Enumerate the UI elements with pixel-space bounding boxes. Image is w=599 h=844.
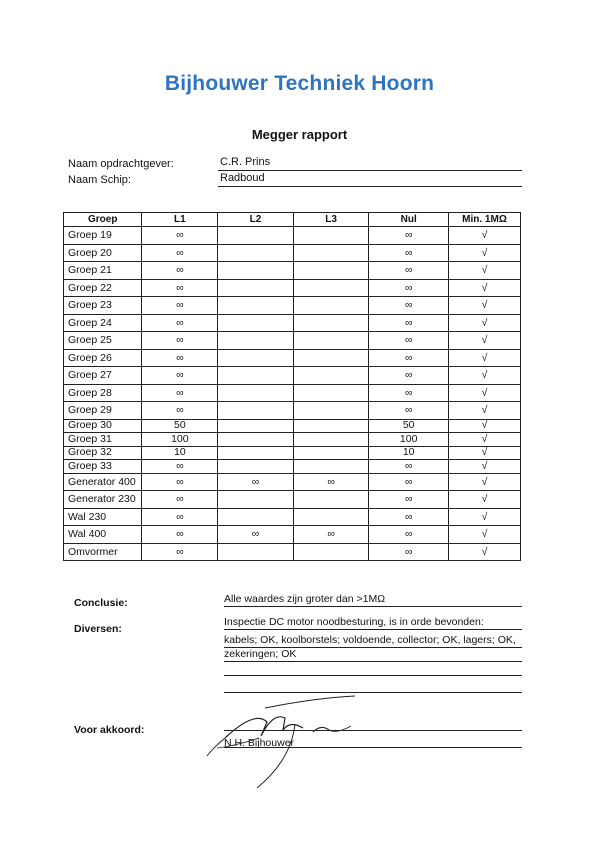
cell-min: √ [449, 244, 521, 262]
cell-groep: Groep 26 [64, 349, 142, 367]
cell-l3: ∞ [293, 526, 369, 544]
cell-l1: ∞ [142, 491, 218, 509]
handwritten-signature [195, 690, 365, 790]
approval-label: Voor akkoord: [74, 724, 145, 736]
cell-l3 [293, 314, 369, 332]
cell-min: √ [449, 402, 521, 420]
cell-l2 [218, 508, 294, 526]
cell-min: √ [449, 473, 521, 491]
conclusion-label: Conclusie: [74, 597, 128, 609]
cell-min: √ [449, 332, 521, 350]
cell-l3 [293, 262, 369, 280]
cell-groep: Groep 24 [64, 314, 142, 332]
ship-value: Radboud [218, 172, 522, 187]
cell-l2 [218, 367, 294, 385]
cell-nul: 10 [369, 446, 449, 460]
cell-min: √ [449, 543, 521, 561]
diversen-label: Diversen: [74, 623, 122, 635]
cell-min: √ [449, 262, 521, 280]
table-row [64, 433, 521, 447]
cell-groep: Groep 31 [64, 433, 142, 447]
cell-l2 [218, 297, 294, 315]
megger-table [63, 212, 521, 561]
cell-l2: ∞ [218, 526, 294, 544]
client-value: C.R. Prins [218, 156, 522, 171]
cell-min: √ [449, 279, 521, 297]
header-min: Min. 1MΩ [449, 213, 521, 227]
cell-l3 [293, 297, 369, 315]
cell-min: √ [449, 433, 521, 447]
cell-groep: Omvormer [64, 543, 142, 561]
cell-nul: ∞ [369, 402, 449, 420]
cell-nul: ∞ [369, 491, 449, 509]
cell-groep: Wal 230 [64, 508, 142, 526]
cell-l1: ∞ [142, 526, 218, 544]
cell-min: √ [449, 384, 521, 402]
diversen-line-3: zekeringen; OK [224, 648, 522, 662]
cell-groep: Groep 28 [64, 384, 142, 402]
cell-groep: Groep 33 [64, 460, 142, 474]
cell-l1: ∞ [142, 543, 218, 561]
signer-name: N.H. Bijhouwer [224, 737, 295, 749]
cell-min: √ [449, 349, 521, 367]
cell-nul: ∞ [369, 314, 449, 332]
cell-l1: ∞ [142, 297, 218, 315]
cell-l2 [218, 332, 294, 350]
cell-nul: ∞ [369, 473, 449, 491]
cell-l1: ∞ [142, 314, 218, 332]
cell-nul: ∞ [369, 367, 449, 385]
header-groep: Groep [64, 213, 142, 227]
cell-groep: Generator 400 [64, 473, 142, 491]
table-row [64, 367, 521, 385]
cell-groep: Groep 30 [64, 419, 142, 433]
table-row [64, 460, 521, 474]
cell-groep: Groep 22 [64, 279, 142, 297]
cell-groep: Groep 25 [64, 332, 142, 350]
cell-groep: Groep 32 [64, 446, 142, 460]
cell-l2 [218, 446, 294, 460]
cell-l1: 50 [142, 419, 218, 433]
cell-l3 [293, 460, 369, 474]
cell-groep: Groep 20 [64, 244, 142, 262]
table-row [64, 526, 521, 544]
cell-nul: ∞ [369, 526, 449, 544]
cell-min: √ [449, 508, 521, 526]
cell-l1: ∞ [142, 402, 218, 420]
cell-l1: ∞ [142, 508, 218, 526]
cell-groep: Groep 19 [64, 227, 142, 245]
cell-groep: Groep 23 [64, 297, 142, 315]
cell-l1: 10 [142, 446, 218, 460]
table-row [64, 332, 521, 350]
header-l3: L3 [293, 213, 369, 227]
cell-nul: ∞ [369, 297, 449, 315]
table-row [64, 279, 521, 297]
cell-nul: 50 [369, 419, 449, 433]
cell-l3: ∞ [293, 473, 369, 491]
diversen-empty-line [224, 675, 522, 676]
cell-l3 [293, 419, 369, 433]
cell-l1: ∞ [142, 460, 218, 474]
cell-l2 [218, 244, 294, 262]
company-name: Bijhouwer Techniek Hoorn [164, 72, 435, 95]
cell-l2 [218, 402, 294, 420]
cell-l2 [218, 262, 294, 280]
cell-nul: ∞ [369, 279, 449, 297]
cell-min: √ [449, 446, 521, 460]
table-row [64, 446, 521, 460]
cell-nul: ∞ [369, 349, 449, 367]
cell-l3 [293, 433, 369, 447]
client-label: Naam opdrachtgever: [68, 158, 174, 170]
diversen-line-2: kabels; OK, koolborstels; voldoende, collector; OK, lagers; OK, [224, 634, 522, 648]
cell-l2 [218, 314, 294, 332]
table-row [64, 262, 521, 280]
table-row [64, 402, 521, 420]
cell-l1: ∞ [142, 244, 218, 262]
cell-groep: Generator 230 [64, 491, 142, 509]
cell-l3 [293, 508, 369, 526]
table-row [64, 297, 521, 315]
cell-groep: Groep 27 [64, 367, 142, 385]
cell-l3 [293, 384, 369, 402]
cell-groep: Wal 400 [64, 526, 142, 544]
cell-l1: ∞ [142, 262, 218, 280]
cell-nul: ∞ [369, 332, 449, 350]
cell-l3 [293, 543, 369, 561]
table-row [64, 543, 521, 561]
header-nul: Nul [369, 213, 449, 227]
cell-nul: ∞ [369, 244, 449, 262]
cell-l2 [218, 543, 294, 561]
cell-l3 [293, 402, 369, 420]
cell-l1: ∞ [142, 279, 218, 297]
cell-min: √ [449, 227, 521, 245]
cell-l1: ∞ [142, 227, 218, 245]
cell-min: √ [449, 367, 521, 385]
cell-nul: ∞ [369, 227, 449, 245]
header-l1: L1 [142, 213, 218, 227]
cell-l3 [293, 491, 369, 509]
table-row [64, 419, 521, 433]
table-row [64, 473, 521, 491]
cell-groep: Groep 21 [64, 262, 142, 280]
cell-min: √ [449, 297, 521, 315]
cell-l2 [218, 433, 294, 447]
cell-l2 [218, 384, 294, 402]
table-row [64, 227, 521, 245]
cell-min: √ [449, 460, 521, 474]
cell-l2 [218, 491, 294, 509]
cell-l3 [293, 349, 369, 367]
cell-l2 [218, 279, 294, 297]
cell-min: √ [449, 314, 521, 332]
cell-l1: 100 [142, 433, 218, 447]
cell-l2 [218, 349, 294, 367]
cell-nul: ∞ [369, 384, 449, 402]
cell-l3 [293, 367, 369, 385]
table-row [64, 384, 521, 402]
cell-l2 [218, 227, 294, 245]
cell-l1: ∞ [142, 349, 218, 367]
cell-groep: Groep 29 [64, 402, 142, 420]
cell-l3 [293, 332, 369, 350]
header-l2: L2 [218, 213, 294, 227]
cell-l1: ∞ [142, 384, 218, 402]
cell-l3 [293, 279, 369, 297]
cell-l1: ∞ [142, 367, 218, 385]
cell-l2: ∞ [218, 473, 294, 491]
cell-min: √ [449, 526, 521, 544]
cell-nul: ∞ [369, 543, 449, 561]
conclusion-text: Alle waardes zijn groter dan >1MΩ [224, 593, 522, 607]
table-row [64, 244, 521, 262]
table-row [64, 349, 521, 367]
table-row [64, 491, 521, 509]
cell-l3 [293, 244, 369, 262]
table-row [64, 314, 521, 332]
cell-nul: ∞ [369, 508, 449, 526]
cell-l3 [293, 227, 369, 245]
ship-label: Naam Schip: [68, 174, 131, 186]
diversen-line-1: Inspectie DC motor noodbesturing, is in orde bevonden: [224, 616, 522, 630]
table-header-row [64, 213, 521, 227]
cell-l2 [218, 419, 294, 433]
table-row [64, 508, 521, 526]
cell-nul: 100 [369, 433, 449, 447]
cell-nul: ∞ [369, 460, 449, 474]
cell-min: √ [449, 419, 521, 433]
cell-l1: ∞ [142, 332, 218, 350]
cell-nul: ∞ [369, 262, 449, 280]
cell-l1: ∞ [142, 473, 218, 491]
cell-min: √ [449, 491, 521, 509]
report-title: Megger rapport [251, 127, 348, 142]
cell-l3 [293, 446, 369, 460]
cell-l2 [218, 460, 294, 474]
